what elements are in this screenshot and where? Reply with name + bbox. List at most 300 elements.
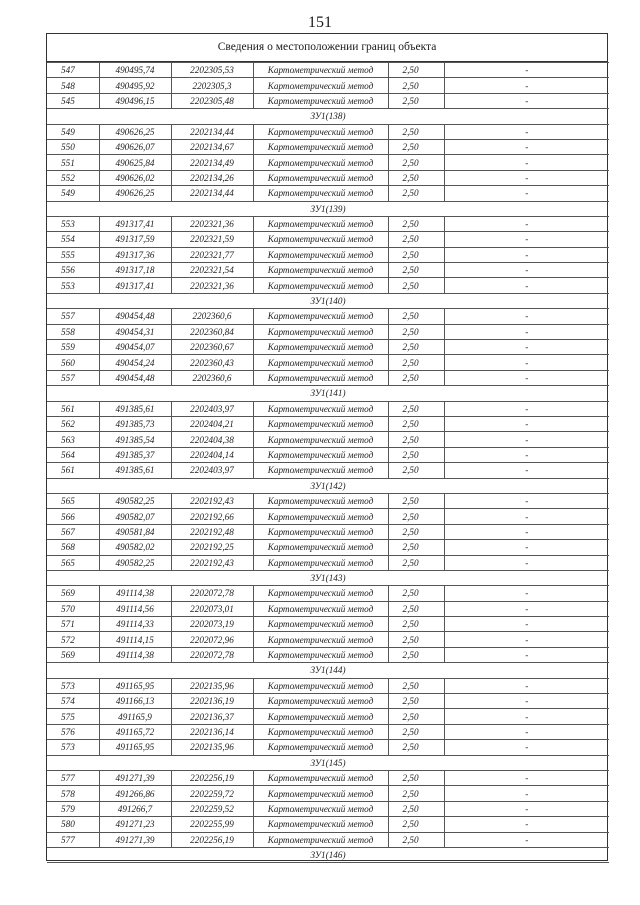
table-row	[47, 155, 609, 170]
table-row	[47, 724, 609, 739]
table-row	[47, 93, 609, 108]
description-cell: -	[444, 632, 609, 647]
method-cell: Картометрический метод	[253, 416, 388, 431]
point-number-cell: 553	[47, 216, 99, 231]
accuracy-cell: 2,50	[388, 401, 444, 416]
description-cell: -	[444, 509, 609, 524]
method-cell: Картометрический метод	[253, 309, 388, 324]
method-cell: Картометрический метод	[253, 540, 388, 555]
coord-y-cell: 2202404,21	[171, 416, 253, 431]
method-cell: Картометрический метод	[253, 524, 388, 539]
coord-x-cell: 490454,07	[99, 340, 171, 355]
point-number-cell: 565	[47, 555, 99, 570]
coord-y-cell: 2202404,14	[171, 447, 253, 462]
accuracy-cell: 2,50	[388, 601, 444, 616]
coord-y-cell: 2202360,84	[171, 324, 253, 339]
coord-y-cell: 2202192,43	[171, 493, 253, 508]
accuracy-cell: 2,50	[388, 586, 444, 601]
description-cell: -	[444, 355, 609, 370]
coord-x-cell: 491271,23	[99, 817, 171, 832]
coord-y-cell: 2202259,72	[171, 786, 253, 801]
table-body	[47, 63, 609, 863]
method-cell: Картометрический метод	[253, 817, 388, 832]
table-row	[47, 817, 609, 832]
method-cell: Картометрический метод	[253, 786, 388, 801]
method-cell: Картометрический метод	[253, 647, 388, 662]
description-cell: -	[444, 263, 609, 278]
table-row	[47, 263, 609, 278]
point-number-cell: 556	[47, 263, 99, 278]
method-cell: Картометрический метод	[253, 170, 388, 185]
table-row	[47, 694, 609, 709]
point-number-cell: 549	[47, 186, 99, 201]
coord-x-cell: 491317,36	[99, 247, 171, 262]
coord-y-cell: 2202360,67	[171, 340, 253, 355]
method-cell: Картометрический метод	[253, 63, 388, 78]
description-cell: -	[444, 124, 609, 139]
coord-x-cell: 491165,95	[99, 678, 171, 693]
coord-y-cell: 2202134,44	[171, 124, 253, 139]
table-row	[47, 124, 609, 139]
point-number-cell: 561	[47, 401, 99, 416]
coord-x-cell: 490454,48	[99, 370, 171, 385]
description-cell: -	[444, 540, 609, 555]
coord-x-cell: 491317,41	[99, 216, 171, 231]
point-number-cell: 565	[47, 493, 99, 508]
coord-x-cell: 491385,73	[99, 416, 171, 431]
point-number-cell: 560	[47, 355, 99, 370]
point-number-cell: 573	[47, 678, 99, 693]
accuracy-cell: 2,50	[388, 555, 444, 570]
method-cell: Картометрический метод	[253, 401, 388, 416]
method-cell: Картометрический метод	[253, 617, 388, 632]
coord-x-cell: 491165,72	[99, 724, 171, 739]
coord-y-cell: 2202360,6	[171, 370, 253, 385]
table-row	[47, 509, 609, 524]
method-cell: Картометрический метод	[253, 694, 388, 709]
coord-x-cell: 491317,59	[99, 232, 171, 247]
method-cell: Картометрический метод	[253, 263, 388, 278]
accuracy-cell: 2,50	[388, 617, 444, 632]
method-cell: Картометрический метод	[253, 93, 388, 108]
coord-x-cell: 490581,84	[99, 524, 171, 539]
coord-x-cell: 490496,15	[99, 93, 171, 108]
accuracy-cell: 2,50	[388, 463, 444, 478]
description-cell: -	[444, 678, 609, 693]
method-cell: Картометрический метод	[253, 770, 388, 785]
coord-y-cell: 2202305,53	[171, 63, 253, 78]
coord-x-cell: 491114,56	[99, 601, 171, 616]
coord-x-cell: 491114,38	[99, 647, 171, 662]
coord-x-cell: 491385,37	[99, 447, 171, 462]
coord-x-cell: 490495,92	[99, 78, 171, 93]
point-number-cell: 569	[47, 647, 99, 662]
coord-x-cell: 491385,54	[99, 432, 171, 447]
table-row	[47, 493, 609, 508]
accuracy-cell: 2,50	[388, 770, 444, 785]
table-row	[47, 555, 609, 570]
point-number-cell: 562	[47, 416, 99, 431]
description-cell: -	[444, 601, 609, 616]
coord-x-cell: 491114,38	[99, 586, 171, 601]
table-row	[47, 740, 609, 755]
description-cell: -	[444, 617, 609, 632]
table-row	[47, 786, 609, 801]
method-cell: Картометрический метод	[253, 324, 388, 339]
group-header-cell: ЗУ1(142)	[47, 478, 609, 493]
description-cell: -	[444, 401, 609, 416]
accuracy-cell: 2,50	[388, 278, 444, 293]
coord-x-cell: 490582,07	[99, 509, 171, 524]
point-number-cell: 558	[47, 324, 99, 339]
description-cell: -	[444, 155, 609, 170]
description-cell: -	[444, 447, 609, 462]
coord-y-cell: 2202136,19	[171, 694, 253, 709]
coord-y-cell: 2202403,97	[171, 463, 253, 478]
coordinates-table-frame	[46, 33, 608, 861]
description-cell: -	[444, 247, 609, 262]
coord-x-cell: 490582,02	[99, 540, 171, 555]
point-number-cell: 572	[47, 632, 99, 647]
table-row	[47, 416, 609, 431]
method-cell: Картометрический метод	[253, 124, 388, 139]
accuracy-cell: 2,50	[388, 78, 444, 93]
method-cell: Картометрический метод	[253, 801, 388, 816]
accuracy-cell: 2,50	[388, 817, 444, 832]
point-number-cell: 567	[47, 524, 99, 539]
description-cell: -	[444, 817, 609, 832]
point-number-cell: 547	[47, 63, 99, 78]
group-header-row	[47, 663, 609, 678]
coord-y-cell: 2202134,67	[171, 139, 253, 154]
group-header-cell: ЗУ1(141)	[47, 386, 609, 401]
method-cell: Картометрический метод	[253, 186, 388, 201]
table-row	[47, 524, 609, 539]
accuracy-cell: 2,50	[388, 324, 444, 339]
point-number-cell: 578	[47, 786, 99, 801]
coord-y-cell: 2202404,38	[171, 432, 253, 447]
coord-y-cell: 2202321,77	[171, 247, 253, 262]
accuracy-cell: 2,50	[388, 124, 444, 139]
table-row	[47, 309, 609, 324]
table-row	[47, 832, 609, 847]
group-header-row	[47, 847, 609, 862]
coord-x-cell: 490626,02	[99, 170, 171, 185]
table-row	[47, 401, 609, 416]
accuracy-cell: 2,50	[388, 370, 444, 385]
table-row	[47, 632, 609, 647]
table-row	[47, 647, 609, 662]
description-cell: -	[444, 463, 609, 478]
description-cell: -	[444, 186, 609, 201]
coord-y-cell: 2202192,43	[171, 555, 253, 570]
coord-y-cell: 2202321,36	[171, 278, 253, 293]
accuracy-cell: 2,50	[388, 186, 444, 201]
description-cell: -	[444, 770, 609, 785]
coord-y-cell: 2202360,6	[171, 309, 253, 324]
coord-y-cell: 2202073,01	[171, 601, 253, 616]
coord-y-cell: 2202134,49	[171, 155, 253, 170]
point-number-cell: 568	[47, 540, 99, 555]
coord-x-cell: 491266,7	[99, 801, 171, 816]
point-number-cell: 548	[47, 78, 99, 93]
point-number-cell: 561	[47, 463, 99, 478]
coord-y-cell: 2202255,99	[171, 817, 253, 832]
method-cell: Картометрический метод	[253, 155, 388, 170]
coord-x-cell: 491271,39	[99, 832, 171, 847]
coord-y-cell: 2202073,19	[171, 617, 253, 632]
table-row	[47, 678, 609, 693]
coord-x-cell: 490625,84	[99, 155, 171, 170]
coord-y-cell: 2202192,48	[171, 524, 253, 539]
method-cell: Картометрический метод	[253, 601, 388, 616]
coord-y-cell: 2202321,54	[171, 263, 253, 278]
coord-y-cell: 2202135,96	[171, 740, 253, 755]
accuracy-cell: 2,50	[388, 801, 444, 816]
description-cell: -	[444, 416, 609, 431]
table-row	[47, 770, 609, 785]
point-number-cell: 580	[47, 817, 99, 832]
coord-y-cell: 2202403,97	[171, 401, 253, 416]
accuracy-cell: 2,50	[388, 709, 444, 724]
point-number-cell: 566	[47, 509, 99, 524]
method-cell: Картометрический метод	[253, 724, 388, 739]
coord-y-cell: 2202256,19	[171, 770, 253, 785]
table-row	[47, 540, 609, 555]
table-row	[47, 617, 609, 632]
coord-x-cell: 491317,18	[99, 263, 171, 278]
point-number-cell: 574	[47, 694, 99, 709]
description-cell: -	[444, 63, 609, 78]
coord-x-cell: 491166,13	[99, 694, 171, 709]
method-cell: Картометрический метод	[253, 78, 388, 93]
description-cell: -	[444, 340, 609, 355]
point-number-cell: 577	[47, 770, 99, 785]
accuracy-cell: 2,50	[388, 355, 444, 370]
coord-x-cell: 491114,15	[99, 632, 171, 647]
point-number-cell: 553	[47, 278, 99, 293]
accuracy-cell: 2,50	[388, 93, 444, 108]
description-cell: -	[444, 801, 609, 816]
method-cell: Картометрический метод	[253, 509, 388, 524]
coord-y-cell: 2202135,96	[171, 678, 253, 693]
group-header-cell: ЗУ1(139)	[47, 201, 609, 216]
accuracy-cell: 2,50	[388, 740, 444, 755]
coord-x-cell: 490454,24	[99, 355, 171, 370]
coord-x-cell: 490495,74	[99, 63, 171, 78]
accuracy-cell: 2,50	[388, 694, 444, 709]
coord-x-cell: 490626,25	[99, 124, 171, 139]
description-cell: -	[444, 370, 609, 385]
method-cell: Картометрический метод	[253, 586, 388, 601]
point-number-cell: 563	[47, 432, 99, 447]
point-number-cell: 555	[47, 247, 99, 262]
accuracy-cell: 2,50	[388, 232, 444, 247]
accuracy-cell: 2,50	[388, 786, 444, 801]
point-number-cell: 559	[47, 340, 99, 355]
point-number-cell: 552	[47, 170, 99, 185]
method-cell: Картометрический метод	[253, 447, 388, 462]
coord-y-cell: 2202072,78	[171, 647, 253, 662]
coord-y-cell: 2202134,26	[171, 170, 253, 185]
point-number-cell: 557	[47, 370, 99, 385]
point-number-cell: 557	[47, 309, 99, 324]
description-cell: -	[444, 555, 609, 570]
method-cell: Картометрический метод	[253, 832, 388, 847]
accuracy-cell: 2,50	[388, 493, 444, 508]
coord-y-cell: 2202072,78	[171, 586, 253, 601]
description-cell: -	[444, 78, 609, 93]
coord-x-cell: 490626,25	[99, 186, 171, 201]
accuracy-cell: 2,50	[388, 416, 444, 431]
description-cell: -	[444, 432, 609, 447]
table-row	[47, 170, 609, 185]
method-cell: Картометрический метод	[253, 355, 388, 370]
group-header-cell: ЗУ1(143)	[47, 570, 609, 585]
method-cell: Картометрический метод	[253, 247, 388, 262]
accuracy-cell: 2,50	[388, 247, 444, 262]
description-cell: -	[444, 694, 609, 709]
coord-y-cell: 2202192,25	[171, 540, 253, 555]
method-cell: Картометрический метод	[253, 278, 388, 293]
method-cell: Картометрический метод	[253, 216, 388, 231]
point-number-cell: 550	[47, 139, 99, 154]
table-title: Сведения о местоположении границ объекта	[47, 34, 607, 62]
accuracy-cell: 2,50	[388, 309, 444, 324]
coord-y-cell: 2202321,36	[171, 216, 253, 231]
accuracy-cell: 2,50	[388, 340, 444, 355]
method-cell: Картометрический метод	[253, 740, 388, 755]
description-cell: -	[444, 278, 609, 293]
page-number: 151	[308, 14, 332, 31]
accuracy-cell: 2,50	[388, 63, 444, 78]
point-number-cell: 575	[47, 709, 99, 724]
coord-x-cell: 491165,95	[99, 740, 171, 755]
coord-y-cell: 2202259,52	[171, 801, 253, 816]
method-cell: Картометрический метод	[253, 555, 388, 570]
coord-x-cell: 491114,33	[99, 617, 171, 632]
table-row	[47, 340, 609, 355]
accuracy-cell: 2,50	[388, 170, 444, 185]
description-cell: -	[444, 709, 609, 724]
group-header-row	[47, 570, 609, 585]
table-row	[47, 586, 609, 601]
description-cell: -	[444, 324, 609, 339]
description-cell: -	[444, 586, 609, 601]
coord-y-cell: 2202192,66	[171, 509, 253, 524]
coord-x-cell: 490454,48	[99, 309, 171, 324]
description-cell: -	[444, 232, 609, 247]
point-number-cell: 569	[47, 586, 99, 601]
group-header-cell: ЗУ1(140)	[47, 293, 609, 308]
group-header-cell: ЗУ1(145)	[47, 755, 609, 770]
group-header-cell: ЗУ1(138)	[47, 109, 609, 124]
accuracy-cell: 2,50	[388, 540, 444, 555]
group-header-cell: ЗУ1(146)	[47, 847, 609, 862]
table-row	[47, 232, 609, 247]
point-number-cell: 577	[47, 832, 99, 847]
coord-x-cell: 491271,39	[99, 770, 171, 785]
method-cell: Картометрический метод	[253, 678, 388, 693]
accuracy-cell: 2,50	[388, 216, 444, 231]
point-number-cell: 564	[47, 447, 99, 462]
description-cell: -	[444, 93, 609, 108]
coord-y-cell: 2202134,44	[171, 186, 253, 201]
point-number-cell: 551	[47, 155, 99, 170]
description-cell: -	[444, 832, 609, 847]
coord-y-cell: 2202321,59	[171, 232, 253, 247]
coord-x-cell: 491385,61	[99, 463, 171, 478]
point-number-cell: 554	[47, 232, 99, 247]
accuracy-cell: 2,50	[388, 524, 444, 539]
table-row	[47, 216, 609, 231]
method-cell: Картометрический метод	[253, 463, 388, 478]
table-row	[47, 709, 609, 724]
group-header-row	[47, 386, 609, 401]
table-row	[47, 247, 609, 262]
accuracy-cell: 2,50	[388, 632, 444, 647]
coord-y-cell: 2202136,14	[171, 724, 253, 739]
coord-x-cell: 491385,61	[99, 401, 171, 416]
coord-y-cell: 2202072,96	[171, 632, 253, 647]
coord-y-cell: 2202305,48	[171, 93, 253, 108]
accuracy-cell: 2,50	[388, 263, 444, 278]
accuracy-cell: 2,50	[388, 832, 444, 847]
group-header-cell: ЗУ1(144)	[47, 663, 609, 678]
table-row	[47, 355, 609, 370]
point-number-cell: 579	[47, 801, 99, 816]
description-cell: -	[444, 309, 609, 324]
table-row	[47, 278, 609, 293]
description-cell: -	[444, 740, 609, 755]
description-cell: -	[444, 493, 609, 508]
coord-x-cell: 490626,07	[99, 139, 171, 154]
description-cell: -	[444, 786, 609, 801]
point-number-cell: 576	[47, 724, 99, 739]
table-row	[47, 324, 609, 339]
coord-y-cell: 2202305,3	[171, 78, 253, 93]
coord-x-cell: 491317,41	[99, 278, 171, 293]
table-row	[47, 463, 609, 478]
table-row	[47, 801, 609, 816]
group-header-row	[47, 201, 609, 216]
coordinates-table	[47, 62, 609, 863]
group-header-row	[47, 109, 609, 124]
method-cell: Картометрический метод	[253, 493, 388, 508]
method-cell: Картометрический метод	[253, 370, 388, 385]
table-row	[47, 186, 609, 201]
coord-y-cell: 2202256,19	[171, 832, 253, 847]
coord-x-cell: 490454,31	[99, 324, 171, 339]
description-cell: -	[444, 524, 609, 539]
description-cell: -	[444, 216, 609, 231]
table-row	[47, 78, 609, 93]
method-cell: Картометрический метод	[253, 340, 388, 355]
coord-x-cell: 490582,25	[99, 493, 171, 508]
accuracy-cell: 2,50	[388, 724, 444, 739]
table-row	[47, 139, 609, 154]
description-cell: -	[444, 647, 609, 662]
description-cell: -	[444, 170, 609, 185]
accuracy-cell: 2,50	[388, 447, 444, 462]
coord-x-cell: 490582,25	[99, 555, 171, 570]
accuracy-cell: 2,50	[388, 647, 444, 662]
point-number-cell: 571	[47, 617, 99, 632]
coord-y-cell: 2202360,43	[171, 355, 253, 370]
group-header-row	[47, 293, 609, 308]
group-header-row	[47, 755, 609, 770]
accuracy-cell: 2,50	[388, 678, 444, 693]
